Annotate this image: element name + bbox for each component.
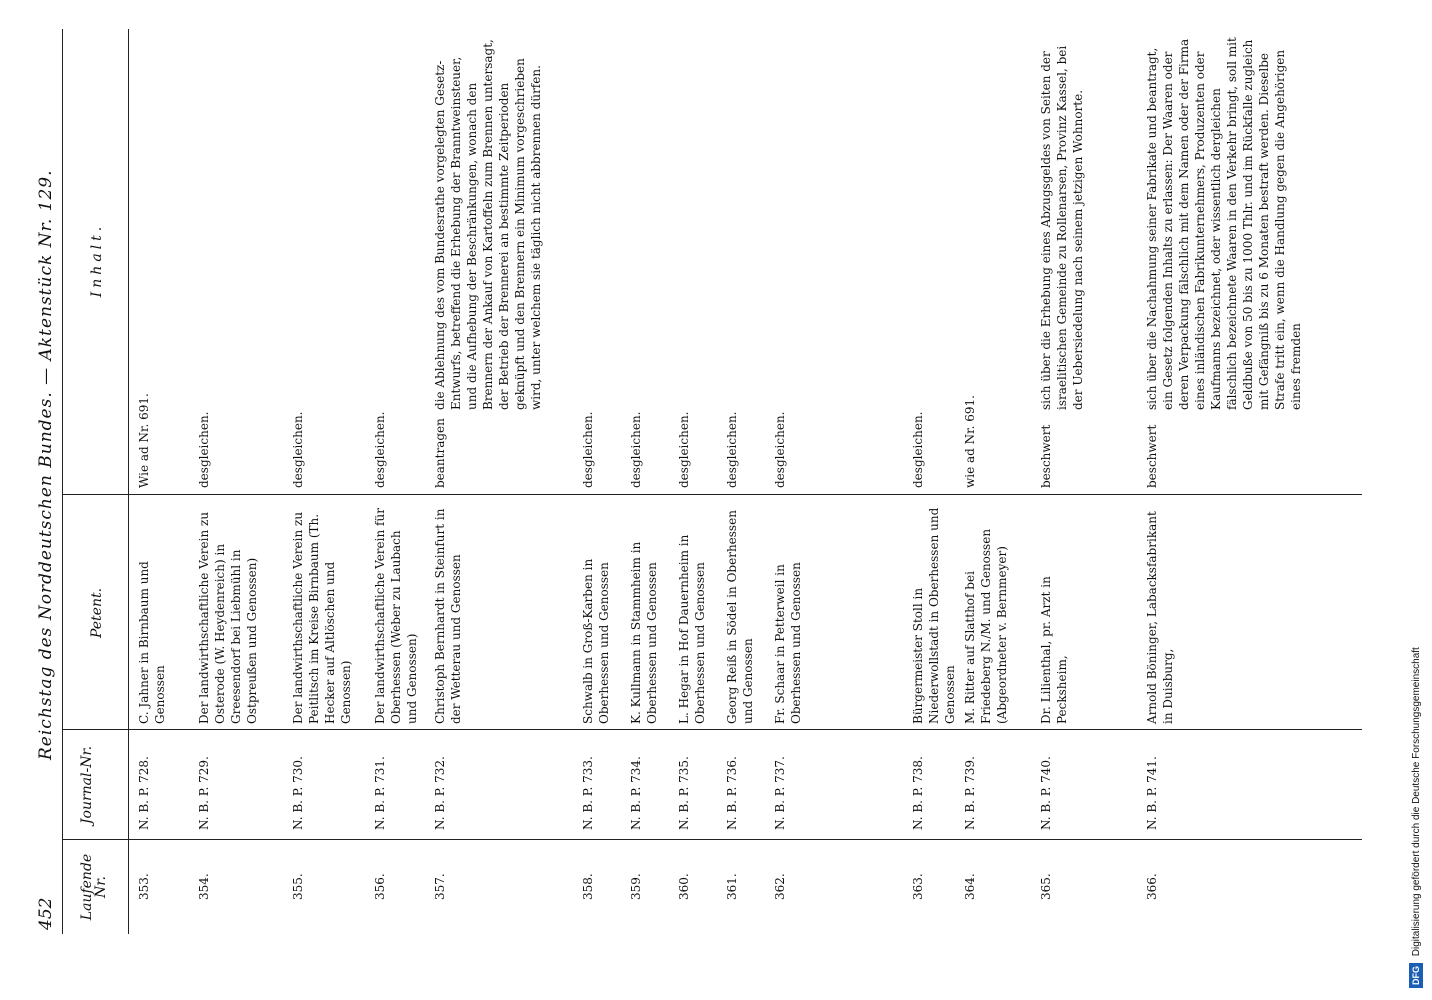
row-verb: desgleichen.: [197, 411, 211, 488]
row-lfd-nr: 357.: [433, 873, 447, 900]
row-verb: desgleichen.: [291, 411, 305, 488]
row-lfd-nr: 364.: [963, 873, 977, 900]
page-number: 452: [36, 897, 56, 930]
row-verb: beschwert: [1145, 424, 1159, 488]
col-header-journal: Journal-Nr.: [79, 745, 95, 825]
row-journal-nr: N. B. P. 741.: [1145, 756, 1159, 830]
col-sep-1: [62, 839, 1362, 840]
dfg-logo: DFG: [1409, 963, 1423, 988]
row-lfd-nr: 366.: [1145, 873, 1159, 900]
col-header-inhalt: Inhalt.: [89, 222, 105, 298]
row-lfd-nr: 363.: [911, 873, 925, 900]
col-sep-3: [62, 494, 1362, 495]
row-petent: L. Hegar in Hof Dauernheim in Oberhessen und Genossen: [677, 534, 707, 724]
row-journal-nr: N. B. P. 730.: [291, 756, 305, 830]
row-verb: desgleichen.: [629, 411, 643, 488]
row-inhalt: sich über die Nachahmung seiner Fabrikate und beantragt, ein Gesetz folgenden Inhalts zu erlassen: Der Waaren oder deren Verpackung fälschlich mit dem Namen oder der Firma eines inländischen Fabrikunternehmers, Produzenten oder Kaufmanns bezeichnet, oder wissentlich dergleichen fälschlich bezeichnete Waaren in den Verkehr bringt, soll mit Geldbuße von 50 bis zu 1000 Thlr. und im Rückfalle zugleich mit Gefängniß bis zu 6 Monaten bestraft werden. Dieselbe Strafe tritt ein, wenn die Handlung gegen die Angehörigen eines fremden: [1145, 37, 1303, 410]
row-verb: desgleichen.: [581, 411, 595, 488]
row-petent: Dr. Lilienthal, pr. Arzt in Pecksheim,: [1039, 576, 1069, 724]
row-journal-nr: N. B. P. 734.: [629, 756, 643, 830]
row-petent: Arnold Böninger, Labacksfabrikant in Duisburg,: [1145, 511, 1175, 724]
row-petent: Der landwirthschaftliche Verein für Oberhessen (Weber zu Laubach und Genossen): [373, 508, 419, 724]
row-lfd-nr: 354.: [197, 873, 211, 900]
row-lfd-nr: 353.: [137, 873, 151, 900]
row-petent: K. Kullmann in Stammheim in Oberhessen und Genossen: [629, 541, 659, 724]
row-journal-nr: N. B. P. 738.: [911, 756, 925, 830]
row-journal-nr: N. B. P. 728.: [137, 756, 151, 830]
col-sep-2: [62, 729, 1362, 730]
row-lfd-nr: 356.: [373, 873, 387, 900]
row-inhalt: die Ablehnung des vom Bundesrathe vorgelegten Gesetz-Entwurfs, betreffend die Erhebung der Branntweinsteuer, und die Aufhebung der Beschränkungen, wonach den Brennern der Ankauf von Kartoffeln zum Brennen untersagt, der Betrieb der Brennerei an bestimmte Zeitperioden geknüpft und den Brennern ein Minimum vorgeschrieben wird, unter welchem sie täglich nicht abbrennen dürfen.: [433, 39, 543, 410]
row-petent: Christoph Bernhardt in Steinfurt in der Wetterau und Genossen: [433, 508, 463, 724]
row-journal-nr: N. B. P. 736.: [725, 756, 739, 830]
row-verb: desgleichen.: [373, 411, 387, 488]
row-verb: desgleichen.: [677, 411, 691, 488]
row-journal-nr: N. B. P. 731.: [373, 756, 387, 830]
row-journal-nr: N. B. P. 737.: [773, 756, 787, 830]
row-petent: M. Ritter auf Slatthof bei Friedeberg N./M. und Genossen (Abgeordneter v. Bernmeyer): [963, 528, 1009, 724]
row-verb: wie ad Nr. 691.: [963, 395, 977, 488]
row-petent: Fr. Schaar in Petterweil in Oberhessen und Genossen: [773, 562, 803, 724]
col-header-lfd: Laufende Nr.: [79, 853, 109, 921]
row-inhalt: sich über die Erhebung eines Abzugsgeldes von Seiten der israelitischen Gemeinde zu Rollenarsen, Provinz Kassel, bei der Uebersiedelung nach seinem jetzigen Wohnorte.: [1039, 45, 1085, 410]
row-lfd-nr: 355.: [291, 873, 305, 900]
row-journal-nr: N. B. P. 739.: [963, 756, 977, 830]
row-verb: Wie ad Nr. 691.: [137, 393, 151, 488]
header-rule-top: [62, 29, 63, 934]
row-petent: Georg Reiß in Södel in Oberhessen und Genossen: [725, 510, 755, 724]
row-journal-nr: N. B. P. 733.: [581, 756, 595, 830]
row-petent: Schwalb in Groß-Karben in Oberhessen und Genossen: [581, 558, 611, 724]
row-journal-nr: N. B. P. 732.: [433, 756, 447, 830]
page-header-title: Reichstag des Norddeutschen Bundes. — Aktenstück Nr. 129.: [36, 169, 56, 760]
row-verb: desgleichen.: [911, 411, 925, 488]
row-verb: desgleichen.: [725, 411, 739, 488]
row-lfd-nr: 361.: [725, 873, 739, 900]
row-petent: Der landwirthschaftliche Verein zu Osterode (W. Heydenreich) in Greesendorf bei Liebmühl in Ostpreußen und Genossen): [197, 511, 259, 724]
row-verb: beantragen: [433, 418, 447, 488]
row-petent: Der landwirthschaftliche Verein zu Peitlitsch im Kreise Birnbaum (Th. Hecker auf Altlöschen und Genossen): [291, 511, 353, 724]
row-journal-nr: N. B. P. 740.: [1039, 756, 1053, 830]
credit-text: Digitalisierung gefördert durch die Deutsche Forschungsgemeinschaft: [1411, 647, 1422, 957]
row-lfd-nr: 362.: [773, 873, 787, 900]
header-rule-bottom: [128, 29, 129, 934]
row-journal-nr: N. B. P. 735.: [677, 756, 691, 830]
row-verb: beschwert: [1039, 424, 1053, 488]
row-lfd-nr: 360.: [677, 873, 691, 900]
digitization-credit: [1406, 8, 1428, 988]
row-journal-nr: N. B. P. 729.: [197, 756, 211, 830]
row-petent: Bürgermeister Stoll in Niederwollstadt in Oberhessen und Genossen: [911, 507, 957, 724]
row-petent: C. Jahner in Birnbaum und Genossen: [137, 561, 167, 724]
row-lfd-nr: 359.: [629, 873, 643, 900]
row-lfd-nr: 358.: [581, 873, 595, 900]
row-lfd-nr: 365.: [1039, 873, 1053, 900]
col-header-petent: Petent.: [89, 587, 105, 639]
row-verb: desgleichen.: [773, 411, 787, 488]
